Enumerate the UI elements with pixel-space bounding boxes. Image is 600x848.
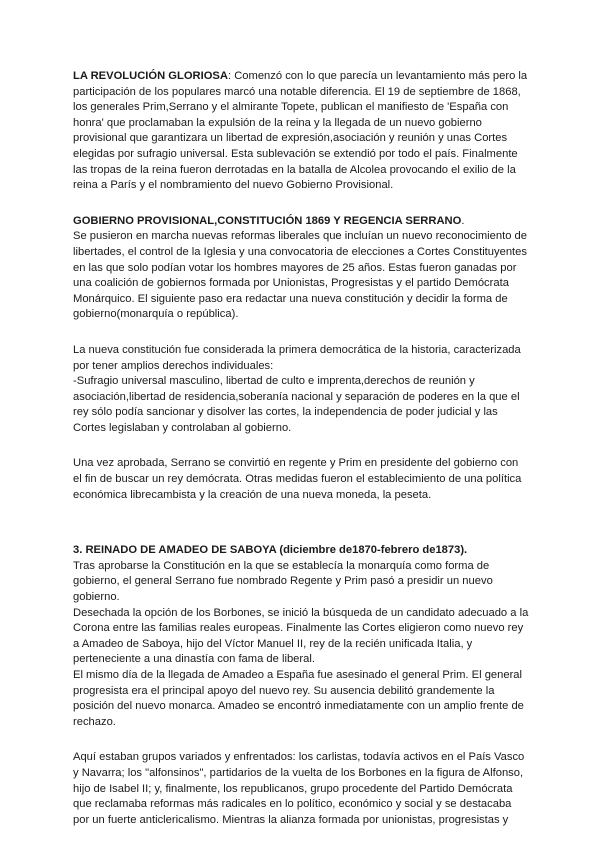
section3-paragraph-4: Aquí estaban grupos variados y enfrentados: los carlistas, todavía activos en el País Vasco y Navarra; los "alfonsinos", partidarios de la vuelta de los Borbones en la figura de Alfonso, hijo de Isabel II; y, finalmente, los republicanos, grupo procedente del Partido Demócrata que reclamaba reformas más radicales en lo político, económico y social y se destacaba por un fuerte anticlericalismo. Mientras la alianza formada por unionistas, progresistas y — [73, 751, 525, 826]
section2-heading-suffix: . — [461, 214, 465, 227]
section2-paragraph-2: La nueva constitución fue considerada la primera democrática de la historia, caracterizada por tener amplios derechos individuales: — [73, 343, 521, 372]
section2-heading-line — [73, 214, 529, 230]
section1-paragraph — [73, 69, 529, 194]
section2-heading: GOBIERNO PROVISIONAL,CONSTITUCIÓN 1869 Y REGENCIA SERRANO — [73, 214, 462, 227]
section1-text: : Comenzó con lo que parecía un levantamiento más pero la participación de los populares marcó una notable diferencia. El 19 de septiembre de 1868, los generales Prim,Serrano y el almirante Topete, publican el manifiesto de 'España con honra' que proclamaban la expulsión de la reina y la llegada de un nuevo gobierno provisional que garantizara un libertad de expresión,asociación y reunión y unas Cortes elegidas por sufragio universal. Esta sublevación se extendió por todo el país. Finalmente las tropas de la reina fueron derrotadas en la batalla de Alcolea provocando el exilio de la reina a París y el nombramiento del nuevo Gobierno Provisional. — [73, 70, 528, 192]
section2-paragraph-3: Una vez aprobada, Serrano se convirtió en regente y Prim en presidente del gobierno con el fin de buscar un rey demócrata. Otras medidas fueron el establecimiento de una política económica librecambista y la creación de una nueva moneda, la peseta. — [73, 457, 522, 501]
section1-heading: LA REVOLUCIÓN GLORIOSA — [73, 70, 228, 82]
document-body — [73, 69, 529, 828]
section3-paragraph-1: Tras aprobarse la Constitución en la que se establecía la monarquía como forma de gobierno, el general Serrano fue nombrado Regente y Prim pasó a presidir un nuevo gobierno. — [73, 559, 493, 604]
section3-paragraph-3: El mismo día de la llegada de Amadeo a España fue asesinado el general Prim. El general progresista era el principal apoyo del nuevo rey. Su ausencia debilitó grandemente la posición del nuevo monarca. Amadeo se encontró inmediatamente con un amplio frente de rechazo. — [73, 669, 524, 728]
section2-paragraph-2b: -Sufragio universal masculino, libertad de culto e imprenta,derechos de reunión y asociación,libertad de residencia,soberanía nacional y separación de poderes en la que el rey sólo podía sancionar y disolver las cortes, la independencia de poder judicial y las Cortes legislaban y controlaban al gobierno. — [73, 375, 520, 434]
section3-heading: 3. REINADO DE AMADEO DE SABOYA (diciembre de1870-febrero de1873). — [73, 544, 468, 557]
section3-paragraph-2: Desechada la opción de los Borbones, se inició la búsqueda de un candidato adecuado a la Corona entre las familias reales europeas. Finalmente las Cortes eligieron como nuevo rey a Amadeo de Saboya, hijo del Víctor Manuel II, rey de la recién unificada Italia, y perteneciente a una dinastía con fama de liberal. — [73, 606, 529, 666]
section2-paragraph-1: Se pusieron en marcha nuevas reformas liberales que incluían un nuevo reconocimiento de libertades, el control de la Iglesia y una convocatoria de elecciones a Cortes Constituyentes en las que solo podían votar los hombres mayores de 25 años. Estas fueron ganadas por una coalición de gobiernos formada por Unionistas, Progresistas y el partido Demócrata Monárquico. El siguiente paso era redactar una nueva constitución y decidir la forma de gobierno(monarquía o república). — [73, 230, 527, 321]
